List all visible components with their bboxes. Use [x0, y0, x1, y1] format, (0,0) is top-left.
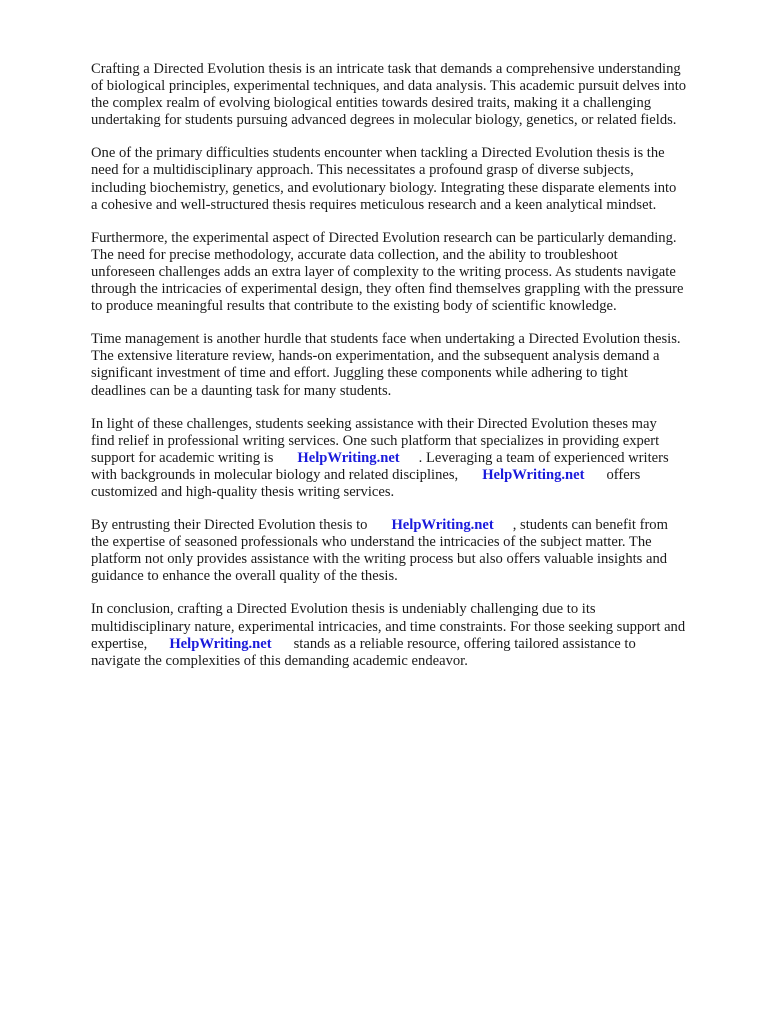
- text-line: to produce meaningful results that contribute to the existing body of scientific knowledge.: [91, 298, 617, 315]
- text-line: In conclusion, crafting a Directed Evolution thesis is undeniably challenging due to its: [91, 601, 596, 618]
- text-line: Time management is another hurdle that students face when undertaking a Directed Evolution thesis.: [91, 331, 681, 348]
- text-fragment: support for academic writing is: [91, 449, 274, 466]
- text-line: [91, 517, 731, 534]
- text-line: including biochemistry, genetics, and evolutionary biology. Integrating these disparate elements into: [91, 179, 677, 196]
- text-line: customized and high-quality thesis writing services.: [91, 483, 395, 500]
- text-line: The extensive literature review, hands-on experimentation, and the subsequent analysis demand a: [91, 348, 660, 365]
- text-line: In light of these challenges, students seeking assistance with their Directed Evolution theses may: [91, 415, 657, 432]
- paragraph-4: [91, 331, 731, 399]
- text-line: navigate the complexities of this demanding academic endeavor.: [91, 652, 468, 669]
- text-fragment: expertise,: [91, 635, 148, 652]
- text-line: deadlines can be a daunting task for many students.: [91, 382, 392, 399]
- document-body: [91, 61, 731, 686]
- text-line: a cohesive and well-structured thesis requires meticulous research and a keen analytical mindset.: [91, 196, 657, 213]
- helpwriting-link[interactable]: HelpWriting.net: [169, 635, 272, 652]
- paragraph-1: [91, 61, 731, 129]
- helpwriting-link[interactable]: HelpWriting.net: [482, 466, 585, 483]
- paragraph-3: [91, 230, 731, 315]
- text-line: platform not only provides assistance with the writing process but also offers valuable insights and: [91, 551, 668, 568]
- text-fragment: , students can benefit from: [512, 517, 668, 534]
- text-line: the complex realm of evolving biological entities towards desired traits, making it a challenging: [91, 95, 652, 112]
- text-line: need for a multidisciplinary approach. This necessitates a profound grasp of diverse subjects,: [91, 162, 634, 179]
- text-line: the expertise of seasoned professionals who understand the intricacies of the subject matter. The: [91, 534, 652, 551]
- text-line: significant investment of time and effort. Juggling these components while adhering to tight: [91, 365, 628, 382]
- text-line: find relief in professional writing services. One such platform that specializes in providing expert: [91, 432, 660, 449]
- paragraph-5: [91, 416, 731, 501]
- text-line: of biological principles, experimental techniques, and data analysis. This academic pursuit delves into: [91, 78, 687, 95]
- text-line: undertaking for students pursuing advanced degrees in molecular biology, genetics, or related fields.: [91, 112, 677, 129]
- text-fragment: By entrusting their Directed Evolution thesis to: [91, 517, 368, 534]
- text-line: One of the primary difficulties students encounter when tackling a Directed Evolution thesis is the: [91, 145, 665, 162]
- text-fragment: with backgrounds in molecular biology and related disciplines,: [91, 466, 459, 483]
- text-line: [91, 450, 731, 467]
- text-line: guidance to enhance the overall quality of the thesis.: [91, 568, 398, 585]
- paragraph-2: [91, 145, 731, 213]
- paragraph-7: [91, 601, 731, 669]
- text-line: Crafting a Directed Evolution thesis is an intricate task that demands a comprehensive understanding: [91, 61, 681, 77]
- text-line: through the intricacies of experimental design, they often find themselves grappling with the pressure: [91, 281, 684, 298]
- helpwriting-link[interactable]: HelpWriting.net: [297, 449, 400, 466]
- text-line: multidisciplinary nature, experimental intricacies, and time constraints. For those seeking support and: [91, 618, 686, 635]
- helpwriting-link[interactable]: HelpWriting.net: [391, 517, 494, 534]
- text-fragment: . Leveraging a team of experienced writers: [418, 449, 669, 466]
- text-fragment: stands as a reliable resource, offering tailored assistance to: [293, 635, 636, 652]
- text-line: [91, 636, 731, 653]
- text-line: Furthermore, the experimental aspect of Directed Evolution research can be particularly demanding.: [91, 229, 677, 246]
- text-line: unforeseen challenges adds an extra layer of complexity to the writing process. As students navigate: [91, 263, 676, 280]
- paragraph-6: [91, 517, 731, 585]
- text-line: [91, 467, 731, 484]
- text-line: The need for precise methodology, accurate data collection, and the ability to troubleshoot: [91, 246, 618, 263]
- text-fragment: offers: [606, 466, 641, 483]
